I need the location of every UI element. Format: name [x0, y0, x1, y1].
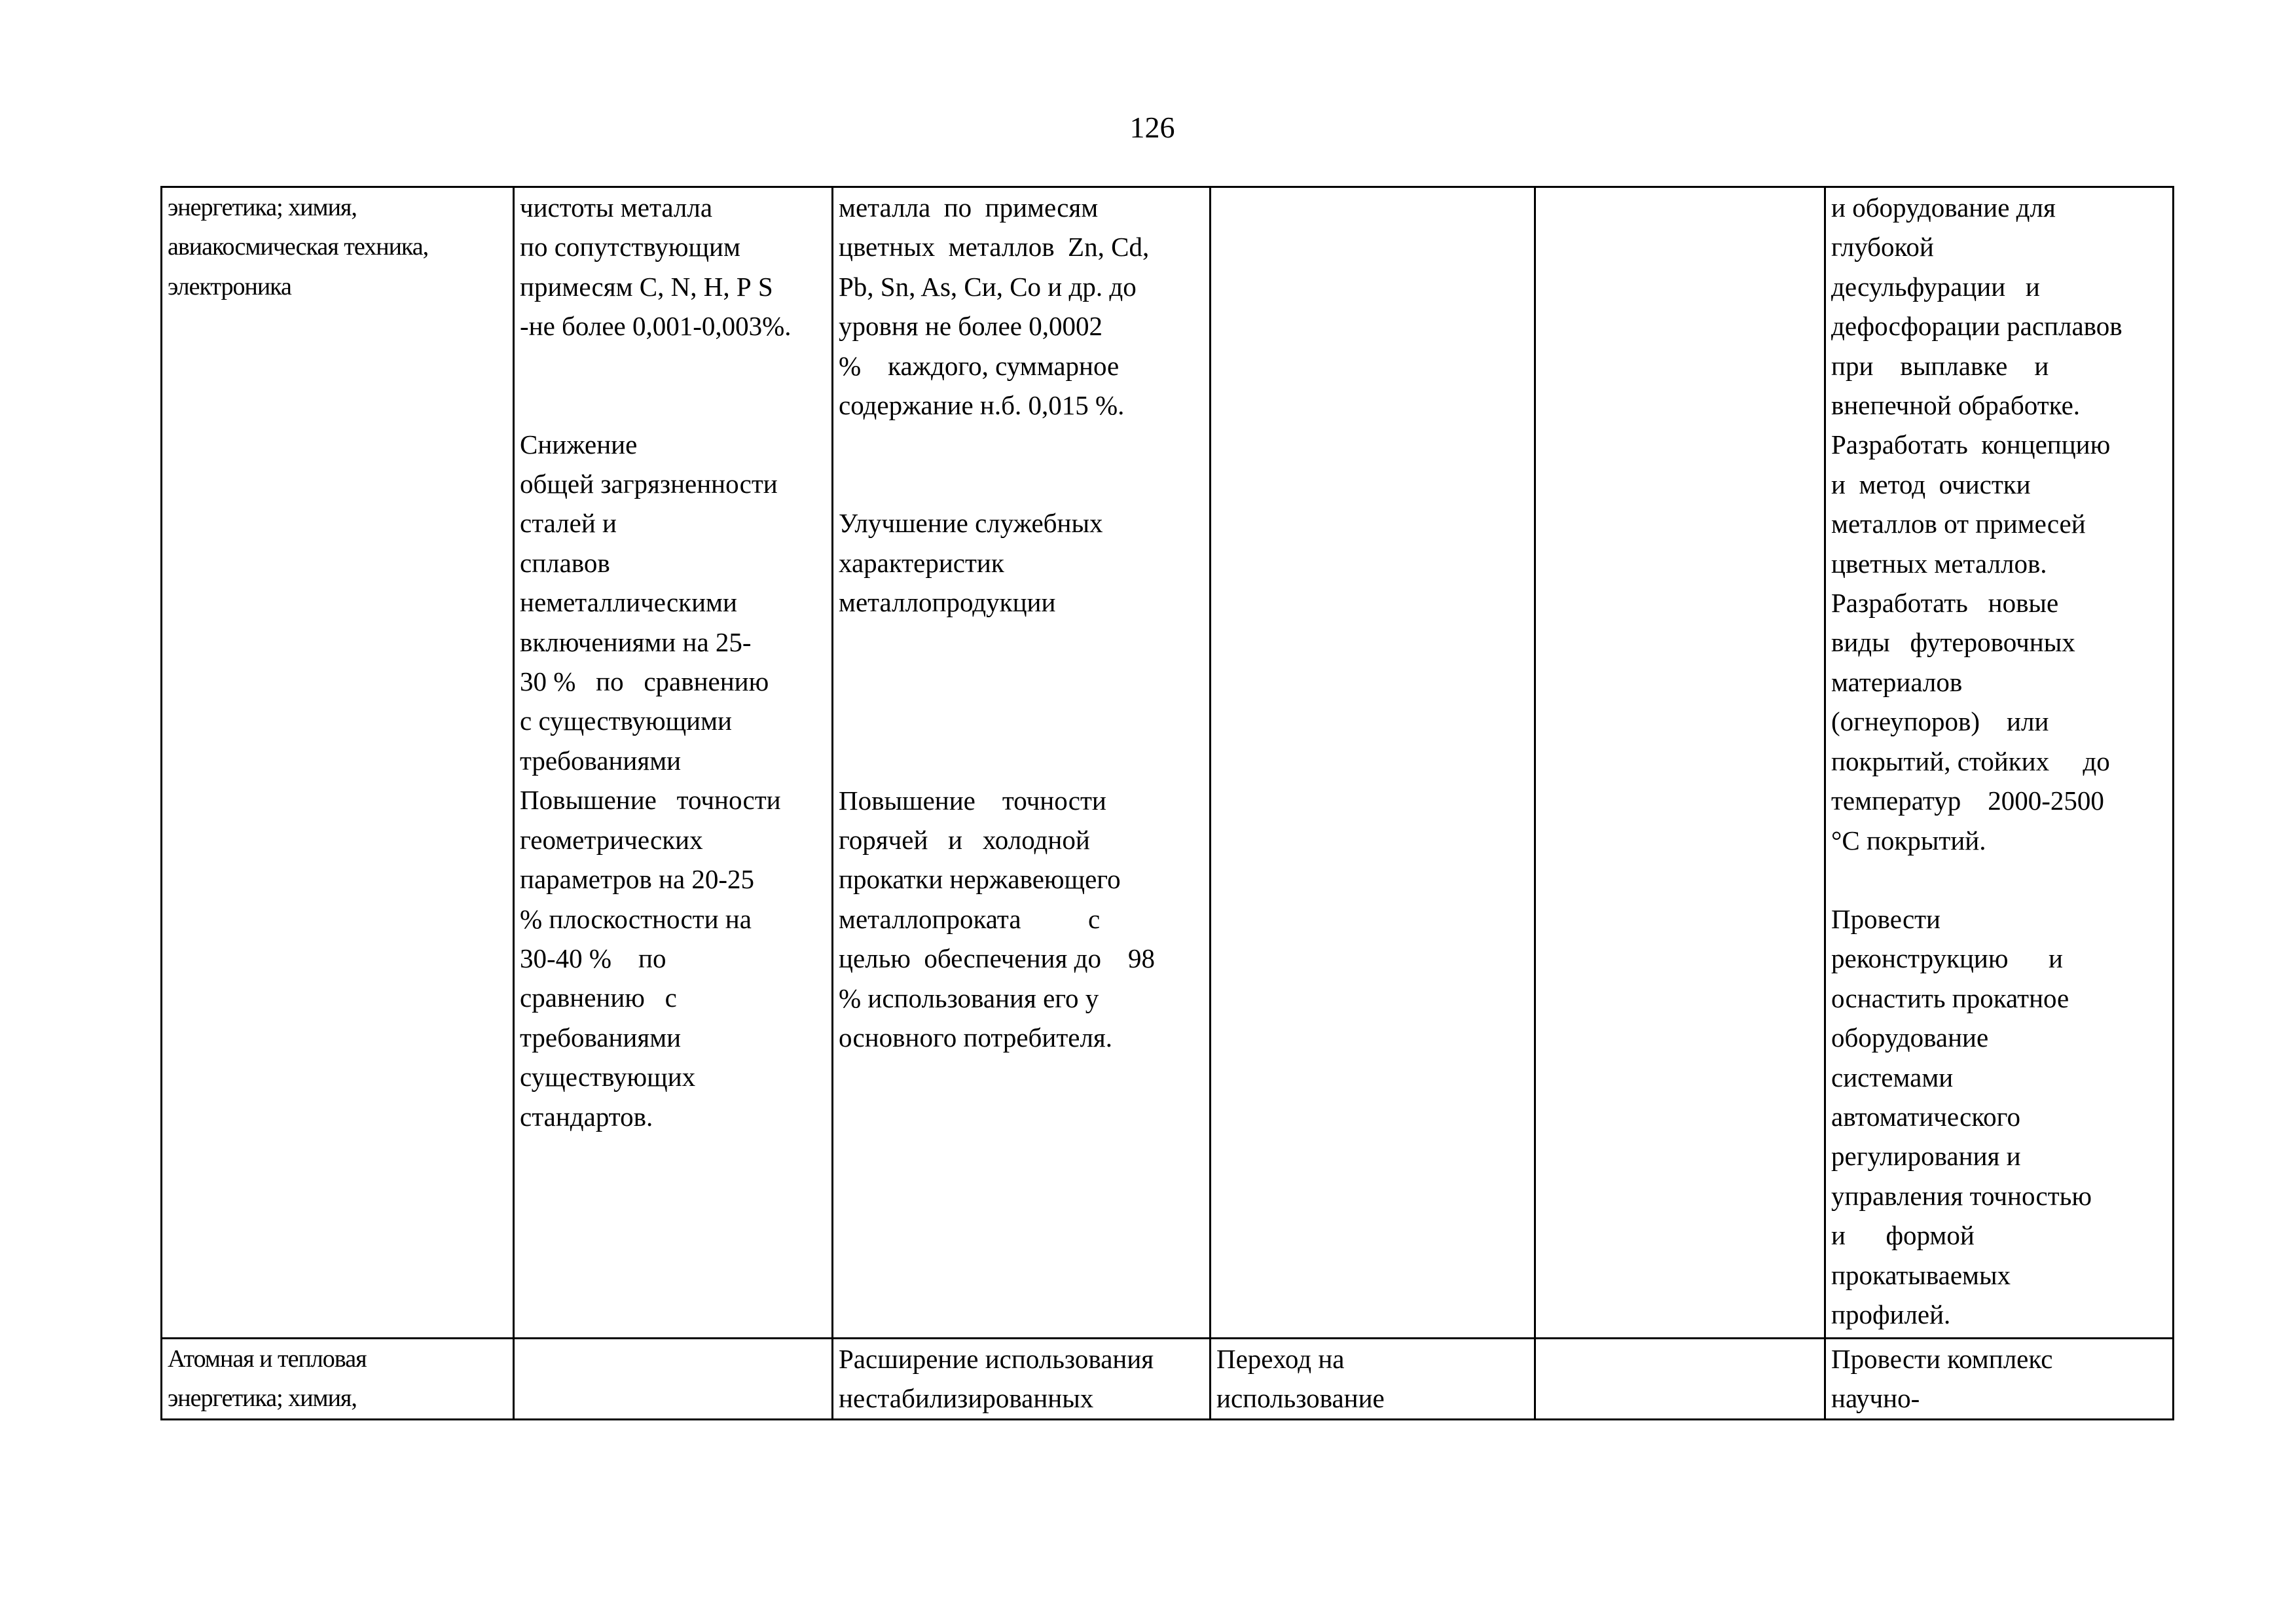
- table-row: [162, 1339, 2174, 1420]
- table-cell: [1535, 1339, 1825, 1420]
- transition-text: Переход на использование: [1216, 1344, 1385, 1414]
- table-cell: [1535, 187, 1825, 1339]
- table-cell: [514, 187, 833, 1339]
- action-text: Провести комплекс научно-: [1831, 1344, 2053, 1414]
- table-cell: [162, 187, 514, 1339]
- table-cell: [514, 1339, 833, 1420]
- requirements-table: [160, 186, 2174, 1420]
- page-number: 126: [1129, 111, 1175, 144]
- goal-text: Повышение точности горячей и холодной прокатки нержавеющего металлопроката с целью обеспечения до 98 % использования его у основного потребителя.: [839, 785, 1155, 1053]
- goal-text: Улучшение служебных характеристик металлопродукции: [839, 508, 1103, 618]
- action-text: Провести реконструкцию и оснастить прокатное оборудование системами автоматического регулирования и управления точностью и формой прокатываемых профилей.: [1831, 903, 2092, 1329]
- goal-text: металла по примесям цветных металлов Zn, Cd, Pb, Sn, As, Си, Со и др. до уровня не более 0,0002 % каждого, суммарное содержание н.б. 0,015 %.: [839, 192, 1150, 421]
- table-cell: [1211, 1339, 1535, 1420]
- table-cell: [1825, 187, 2174, 1339]
- table-row: [162, 187, 2174, 1339]
- goal-text: Расширение использования нестабилизированных: [839, 1344, 1154, 1414]
- table-cell: [1211, 187, 1535, 1339]
- table-cell: [162, 1339, 514, 1420]
- table-cell: [833, 1339, 1211, 1420]
- table-cell: [1825, 1339, 2174, 1420]
- requirement-text: Снижение общей загрязненности сталей и сплавов неметаллическими включениями на 25- 30 % по сравнению с существующими требованиями Повышение точности геометрических параметров на 20-25 % плоскостности на 30-40 % по сравнению с требованиями существующих стандартов.: [520, 429, 781, 1132]
- requirement-text: чистоты металла по сопутствующим примесям С, N, Н, Р S -не более 0,001-0,003%.: [520, 192, 792, 342]
- action-text: и оборудование для глубокой десульфурации и дефосфорации расплавов при выплавке и внепечной обработке. Разработать концепцию и метод очистки металлов от примесей цветных металлов. Разработать новые виды футеровочных материалов (огнеупоров) или покрытий, стойких до температур 2000-2500 °С покрытий.: [1831, 192, 2123, 856]
- table-cell: [833, 187, 1211, 1339]
- industry-cell-text: энергетика; химия, авиакосмическая техника, электроника: [168, 194, 429, 300]
- industry-cell-text: Атомная и тепловая энергетика; химия,: [168, 1345, 367, 1413]
